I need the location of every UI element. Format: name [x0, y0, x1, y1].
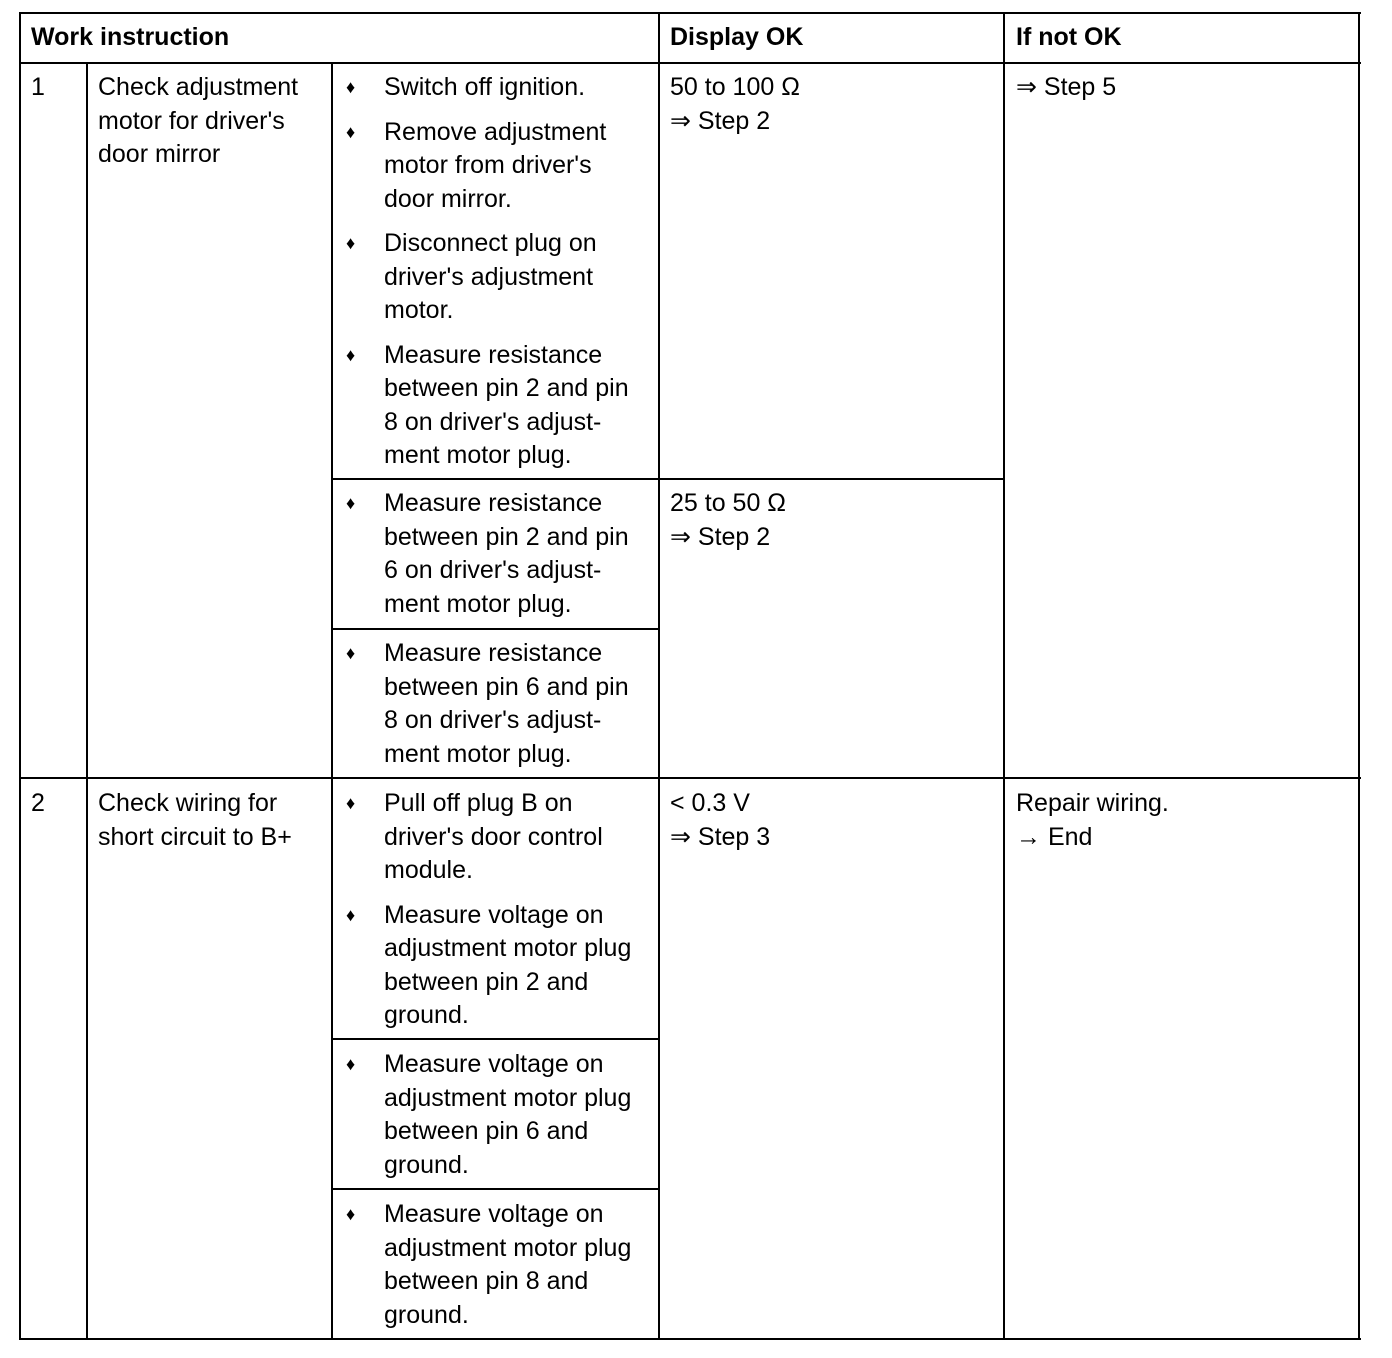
display-next-step: ⇒ Step 3 — [670, 822, 771, 851]
step-line: adjustment motor plug — [384, 1233, 632, 1262]
list-item — [342, 339, 658, 473]
step-line: between pin 8 and — [384, 1267, 589, 1295]
step-line: between pin 6 and pin — [384, 672, 629, 701]
row-1-display-ok-2 — [670, 487, 786, 554]
title-line: motor for driver's — [98, 106, 285, 135]
list-item — [342, 116, 658, 217]
table-border-right — [1358, 12, 1360, 1340]
bullet-diamond-icon: ♦ — [346, 77, 356, 97]
step-line: ground. — [384, 1001, 469, 1029]
step-line: ground. — [384, 1300, 469, 1329]
list-item — [342, 1198, 658, 1332]
step-line: between pin 6 and — [384, 1117, 589, 1145]
display-value: 25 to 50 Ω — [670, 489, 786, 517]
step-line: Measure voltage on — [384, 900, 604, 929]
title-line: Check wiring for — [98, 789, 278, 817]
list-item — [342, 899, 658, 1033]
row-2-number: 2 — [31, 789, 45, 817]
column-divider-steps — [658, 12, 660, 1340]
row-1-steps-group-1 — [342, 71, 658, 484]
step-line: door mirror. — [384, 184, 512, 213]
bullet-diamond-icon: ♦ — [346, 1204, 356, 1224]
header-work-instruction: Work instruction — [31, 23, 230, 51]
bullet-diamond-icon: ♦ — [346, 793, 356, 813]
table-border-bottom — [19, 1338, 1361, 1340]
title-line: Check adjustment — [98, 73, 299, 101]
list-item — [342, 71, 658, 105]
bullet-diamond-icon: ♦ — [346, 121, 356, 142]
column-divider-number — [86, 62, 88, 1340]
row-2-steps-group-3 — [342, 1198, 658, 1343]
step-line: Measure resistance — [384, 489, 603, 517]
list-item — [342, 637, 658, 771]
bullet-diamond-icon: ♦ — [346, 493, 356, 513]
header-if-not-ok: If not OK — [1016, 23, 1122, 51]
list-item — [342, 227, 658, 328]
table-border-left — [19, 12, 21, 1340]
step-line: 8 on driver's adjust- — [384, 706, 602, 734]
step-line: driver's adjustment — [384, 262, 594, 291]
row-divider — [19, 777, 1361, 779]
bullet-diamond-icon: ♦ — [346, 233, 356, 253]
row-2-if-not-ok — [1016, 787, 1169, 854]
row-2-title — [98, 787, 292, 854]
step-line: motor from driver's — [384, 151, 592, 179]
step-line: adjustment motor plug — [384, 1083, 632, 1112]
header-divider — [19, 62, 1361, 64]
column-divider-title — [331, 62, 333, 1340]
step-line: between pin 2 and pin — [384, 522, 629, 551]
step-line: ment motor plug. — [384, 739, 572, 768]
row-1-display-ok-1 — [670, 71, 800, 138]
fallback-action: Repair wiring. — [1016, 789, 1169, 817]
header-display-ok: Display OK — [670, 23, 804, 51]
row-2-steps-group-1 — [342, 787, 658, 1044]
fallback-step: ⇒ Step 5 — [1016, 73, 1117, 101]
list-item — [342, 787, 658, 888]
step-line: ment motor plug. — [384, 441, 572, 469]
display-value: 50 to 100 Ω — [670, 73, 800, 101]
display-value: < 0.3 V — [670, 789, 750, 817]
list-item — [342, 487, 658, 621]
step-line: Measure voltage on — [384, 1050, 604, 1078]
row-1-steps-group-3 — [342, 637, 658, 782]
step-line: adjustment motor plug — [384, 934, 632, 962]
display-next-step: ⇒ Step 2 — [670, 106, 771, 135]
display-next-step: ⇒ Step 2 — [670, 522, 771, 551]
step-line: Measure resistance — [384, 639, 603, 667]
title-line: short circuit to B+ — [98, 822, 292, 851]
step-line: module. — [384, 856, 473, 884]
row-1-steps-group-2 — [342, 487, 658, 632]
bullet-diamond-icon: ♦ — [346, 344, 356, 365]
row-2-steps-group-2 — [342, 1048, 658, 1193]
bullet-diamond-icon: ♦ — [346, 643, 356, 663]
step-line: driver's door control — [384, 822, 603, 851]
step-line: Measure resistance — [384, 340, 603, 369]
step-line: Disconnect plug on — [384, 229, 597, 257]
step-line: Measure voltage on — [384, 1200, 604, 1228]
step-line: motor. — [384, 296, 454, 324]
table-border-top — [19, 12, 1361, 14]
bullet-diamond-icon: ♦ — [346, 1054, 356, 1074]
step-line: Switch off ignition. — [384, 73, 586, 101]
row-1-title — [98, 71, 298, 172]
step-line: 6 on driver's adjust- — [384, 556, 602, 584]
step-line: ground. — [384, 1150, 469, 1179]
step-line: ment motor plug. — [384, 589, 572, 618]
step-line: 8 on driver's adjust- — [384, 407, 602, 436]
step-line: Remove adjustment — [384, 117, 607, 146]
step-line: between pin 2 and pin — [384, 374, 629, 402]
step-line: Pull off plug B on — [384, 789, 573, 817]
bullet-diamond-icon: ♦ — [346, 904, 356, 925]
title-line: door mirror — [98, 140, 221, 168]
fallback-step: → End — [1016, 822, 1093, 851]
row-1-if-not-ok — [1016, 71, 1116, 105]
list-item — [342, 1048, 658, 1182]
step-line: between pin 2 and — [384, 967, 589, 996]
column-divider-display — [1003, 12, 1005, 1340]
row-1-number: 1 — [31, 73, 45, 101]
row-2-display-ok — [670, 787, 770, 854]
